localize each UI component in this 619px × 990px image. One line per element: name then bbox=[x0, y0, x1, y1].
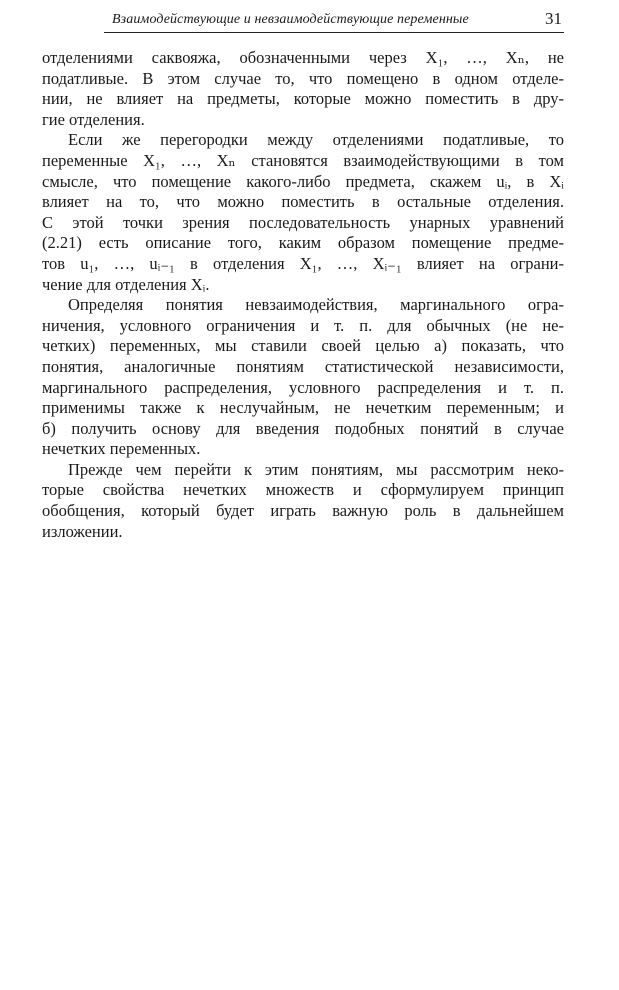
text-line: обобщения, который будет играть важную роль в дальнейшем bbox=[42, 501, 564, 521]
text-line: нечетких переменных. bbox=[42, 439, 201, 459]
text-line: четких) переменных, мы ставили своей целью а) показать, что bbox=[42, 336, 564, 356]
text-line: торые свойства нечетких множеств и сформулируем принцип bbox=[42, 480, 564, 500]
text-line: смысле, что помещение какого-либо предмета, скажем uᵢ, в Xᵢ bbox=[42, 171, 564, 191]
text-line: Если же перегородки между отделениями податливые, то bbox=[68, 130, 564, 150]
text-line: (2.21) есть описание того, каким образом помещение предме- bbox=[42, 233, 564, 253]
text-line: ничения, условного ограничения и т. п. для обычных (не не- bbox=[42, 315, 564, 335]
text-line: применимы также к неслучайным, не нечетким переменным; и bbox=[42, 398, 564, 418]
text-line: отделениями саквояжа, обозначенными через X₁, …, Xₙ, не bbox=[42, 48, 564, 67]
text-line: нии, не влияет на предметы, которые можно поместить в дру- bbox=[42, 89, 564, 109]
text-line: изложении. bbox=[42, 521, 123, 541]
paragraph bbox=[42, 130, 564, 295]
paragraph bbox=[42, 295, 564, 460]
text-line: С этой точки зрения последовательность унарных уравнений bbox=[42, 212, 564, 232]
running-title: Взаимодействующие и невзаимодействующие переменные bbox=[112, 12, 469, 27]
paragraph bbox=[42, 48, 564, 130]
text-line: тов u₁, …, uᵢ₋₁ в отделения X₁, …, Xᵢ₋₁ влияет на ограни- bbox=[42, 253, 564, 273]
running-header bbox=[104, 9, 564, 33]
page-number: 31 bbox=[545, 9, 562, 28]
paragraph bbox=[42, 460, 564, 542]
text-line: понятия, аналогичные понятиям статистической независимости, bbox=[42, 356, 564, 376]
text-line: маргинального распределения, условного распределения и т. п. bbox=[42, 377, 564, 397]
text-line: гие отделения. bbox=[42, 109, 145, 129]
text-line: Прежде чем перейти к этим понятиям, мы рассмотрим неко- bbox=[68, 459, 564, 479]
text-line: податливые. В этом случае то, что помещено в одном отделе- bbox=[42, 68, 564, 88]
body-text bbox=[42, 48, 564, 542]
text-line: чение для отделения Xᵢ. bbox=[42, 274, 210, 294]
text-line: влияет на то, что можно поместить в остальные отделения. bbox=[42, 192, 564, 212]
text-line: Определяя понятия невзаимодействия, маргинального огра- bbox=[68, 295, 564, 315]
text-line: б) получить основу для введения подобных понятий в случае bbox=[42, 418, 564, 438]
text-line: переменные X₁, …, Xₙ становятся взаимодействующими в том bbox=[42, 150, 564, 170]
